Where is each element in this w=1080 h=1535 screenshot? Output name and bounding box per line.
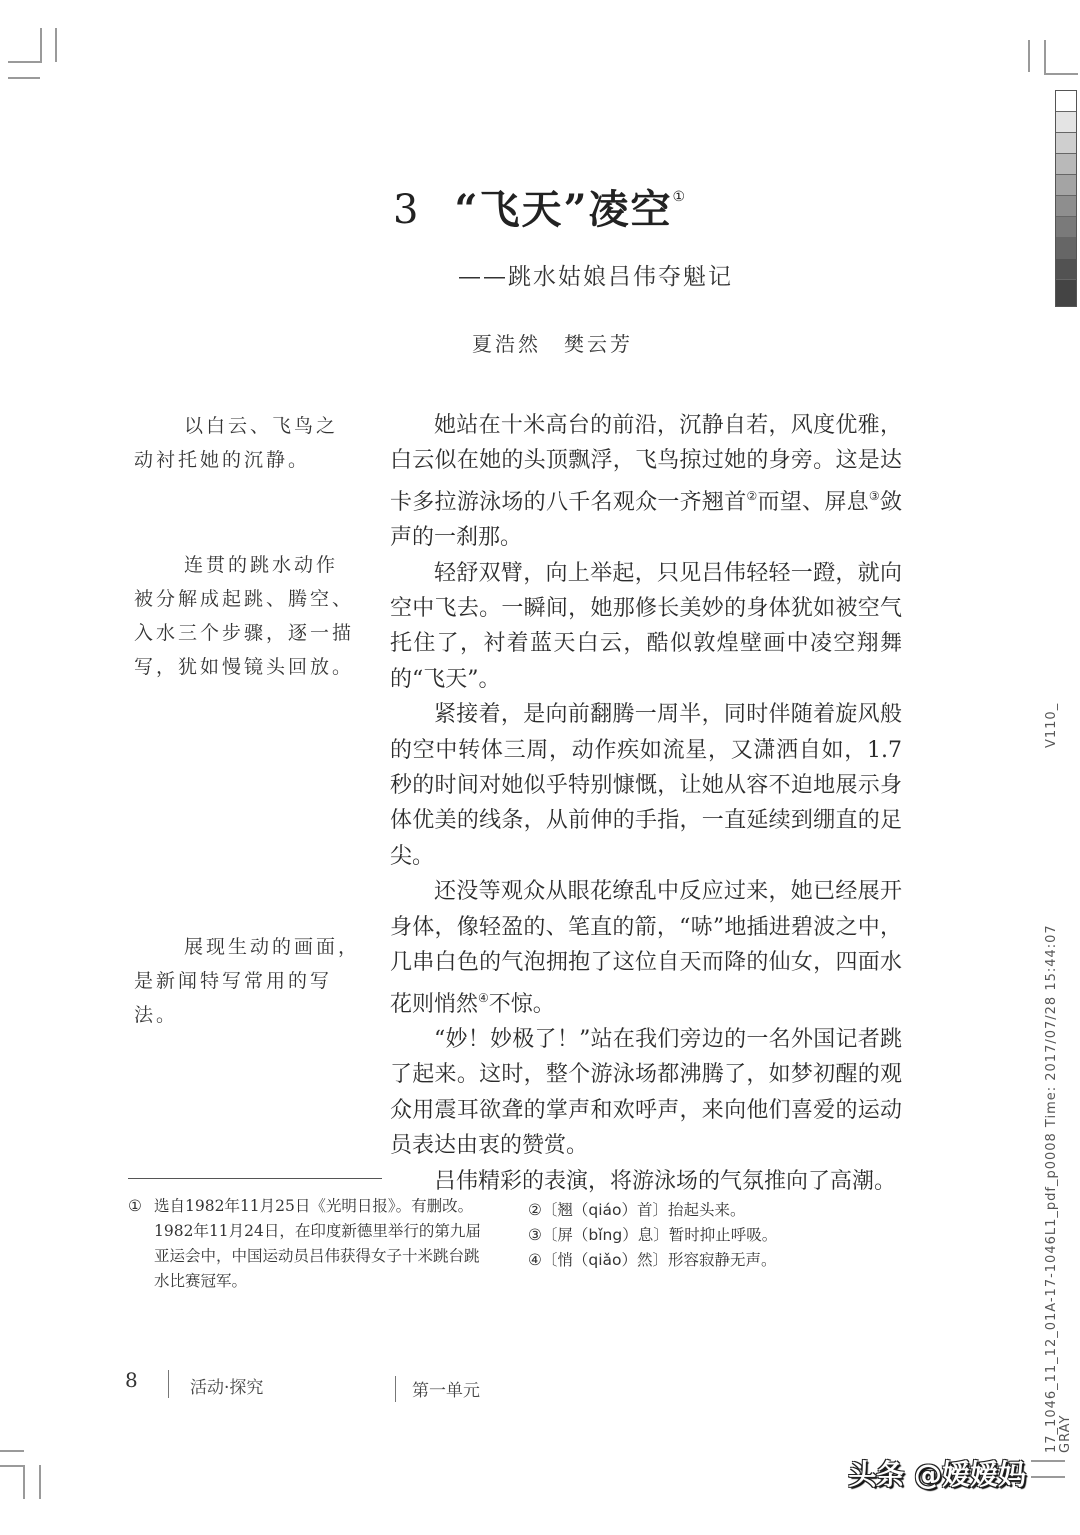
footer-section: 活动·探究 (190, 1378, 264, 1398)
footnote-1: ① 选自1982年11月25日《光明日报》。有删改。 1982年11月24日，在印度新德里举行的第九届亚运会中，中国运动员吕伟获得女子十米跳台跳水比赛冠军。 (128, 1197, 481, 1290)
crop-mark (8, 77, 40, 79)
page-number: 8 (125, 1368, 138, 1392)
lesson-number: 3 (392, 187, 421, 233)
crop-mark (0, 1450, 24, 1452)
crop-mark (40, 28, 42, 62)
gray-step (1056, 238, 1076, 259)
paragraph: 轻舒双臂，向上举起，只见吕伟轻轻一蹬，就向空中飞去。一瞬间，她那修长美妙的身体犹如被空气托住了，衬着蓝天白云，酷似敦煌壁画中凌空翔舞的“飞天”。 (390, 560, 902, 692)
gray-step (1056, 154, 1076, 175)
print-color-mode: GRAY (1058, 1414, 1073, 1453)
print-version: V110_ (1044, 702, 1059, 748)
print-job-info: 17_1046_11_12_01A-17-1046L1_pdf_p0008 Time: 2017/07/28 15:44:07 (1044, 924, 1059, 1453)
footnote-divider (128, 1178, 382, 1179)
gray-step (1056, 259, 1076, 280)
crop-mark (0, 1465, 24, 1467)
gray-step (1056, 112, 1076, 133)
paragraph: 还没等观众从眼花缭乱中反应过来，她已经展开身体，像轻盈的、笔直的箭，“哧”地插进碧波之中，几串白色的气泡拥抱了这位自天而降的仙女，四面水花则悄然④不惊。 (390, 879, 902, 1017)
paragraph: 吕伟精彩的表演，将游泳场的气氛推向了高潮。 (434, 1168, 897, 1194)
footnote-ref[interactable]: ① (672, 189, 688, 205)
footnote-ref[interactable]: ② (746, 488, 758, 503)
margin-note: 以白云、飞鸟之 动衬托她的沉静。 (134, 415, 339, 471)
watermark: 头条 @嫒嫒妈 (848, 1458, 1026, 1491)
gray-step (1056, 91, 1076, 112)
lesson-title-text: “飞天”凌空 (454, 186, 673, 233)
footer-divider (395, 1376, 396, 1402)
footer-divider (168, 1370, 169, 1398)
crop-mark (8, 61, 42, 63)
authors: 夏浩然 樊云芳 (472, 332, 633, 356)
paragraph: 她站在十米高台的前沿，沉静自若，风度优雅，白云似在她的头顶飘浮，飞鸟掠过她的身旁。这是达卡多拉游泳场的八千名观众一齐翘首②而望、屏息③敛声的一刹那。 (390, 413, 902, 551)
lesson-title (0, 178, 1080, 235)
footnote-2: ②〔翘（qiáo）首〕抬起头来。 (528, 1201, 746, 1219)
footnote-4: ④〔悄（qiǎo）然〕形容寂静无声。 (528, 1251, 777, 1269)
gray-step (1056, 280, 1076, 306)
footnote-ref[interactable]: ④ (478, 990, 489, 1005)
footnote-ref[interactable]: ③ (868, 488, 880, 503)
crop-mark (55, 28, 57, 62)
footnotes-2-4 (528, 1198, 777, 1273)
crop-mark (1044, 73, 1078, 75)
crop-mark (1031, 1476, 1065, 1478)
crop-mark (1044, 40, 1046, 74)
lesson-subtitle: ——跳水姑娘吕伟夺魁记 (458, 264, 733, 290)
gray-step (1056, 133, 1076, 154)
crop-mark (39, 1465, 41, 1499)
crop-mark (1028, 40, 1030, 72)
footnote-3: ③〔屏（bǐng）息〕暂时抑止呼吸。 (528, 1226, 778, 1244)
paragraph: “妙！妙极了！”站在我们旁边的一名外国记者跳了起来。这时，整个游泳场都沸腾了，如梦初醒的观众用震耳欲聋的掌声和欢呼声，来向他们喜爱的运动员表达由衷的赞赏。 (390, 1026, 902, 1159)
margin-note: 连贯的跳水动作 被分解成起跳、腾空、入水三个步骤，逐一描写，犹如慢镜头回放。 (134, 554, 355, 678)
crop-mark (1031, 1460, 1065, 1462)
article-body (390, 408, 902, 1199)
crop-mark (23, 1465, 25, 1499)
footer-unit: 第一单元 (412, 1381, 480, 1401)
margin-note: 展现生动的画面， 是新闻特写常用的写法。 (134, 936, 361, 1026)
paragraph: 紧接着，是向前翻腾一周半，同时伴随着旋风般的空中转体三周，动作疾如流星，又潇洒自如，1.7秒的时间对她似乎特别慷慨，让她从容不迫地展示身体优美的线条，从前伸的手指，一直延续到绷直的足尖。 (390, 702, 902, 869)
